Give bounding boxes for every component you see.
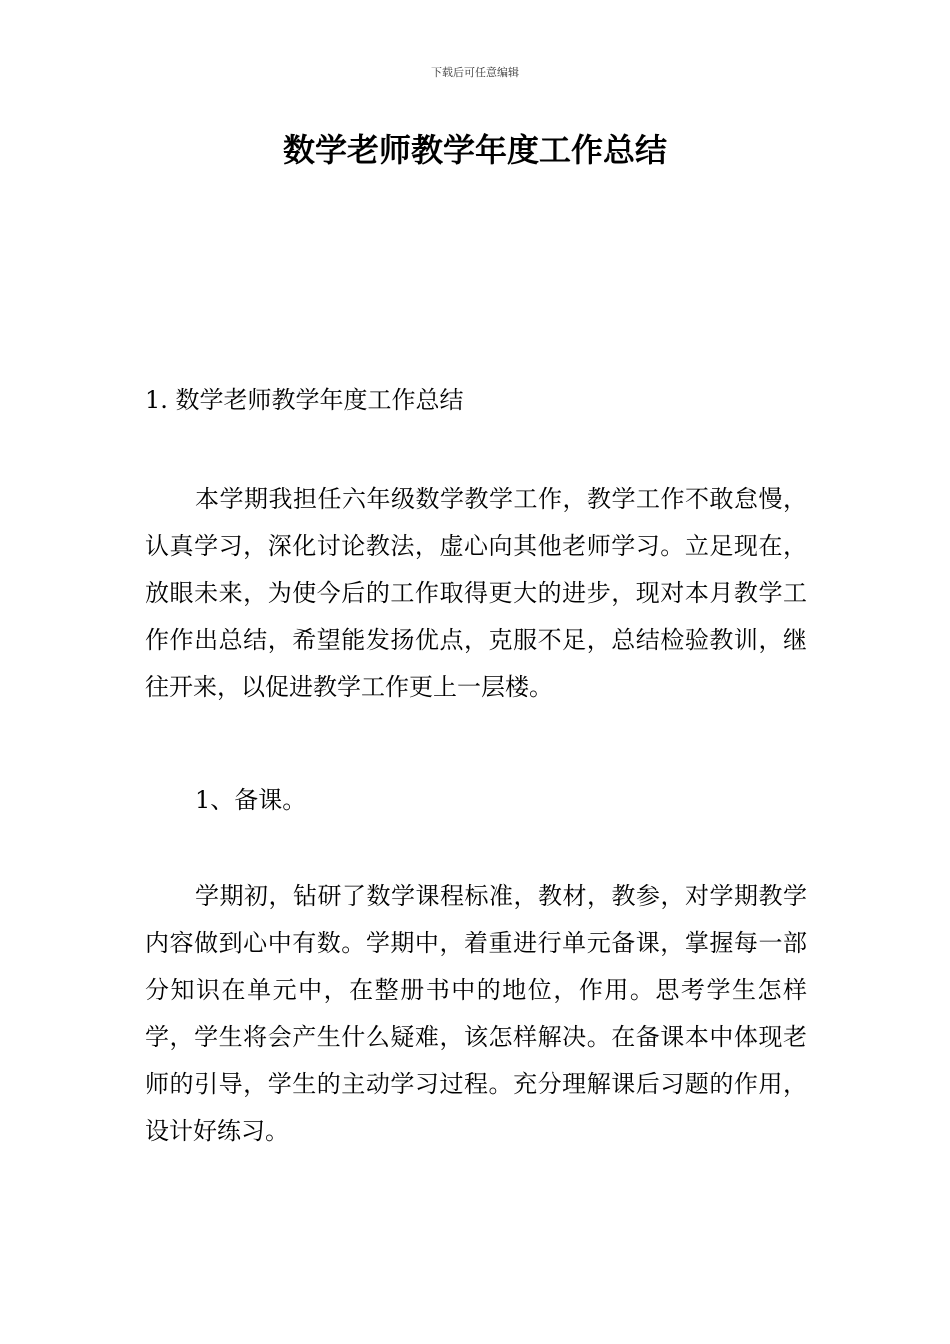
paragraph-lesson-prep: 学期初，钻研了数学课程标准，教材，教参，对学期教学内容做到心中有数。学期中，着重进行单元备课，掌握每一部分知识在单元中，在整册书中的地位，作用。思考学生怎样学，学生将会产生什么疑难，该怎样解决。在备课本中体现老师的引导，学生的主动学习过程。充分理解课后习题的作用，设计好练习。 <box>145 882 807 1145</box>
paragraph-intro: 本学期我担任六年级数学教学工作，教学工作不敢怠慢，认真学习，深化讨论教法，虚心向其他老师学习。立足现在，放眼未来，为使今后的工作取得更大的进步，现对本月教学工作作出总结，希望能发扬优点，克服不足，总结检验教训，继往开来，以促进教学工作更上一层楼。 <box>145 485 807 701</box>
section-heading: 1. 数学老师教学年度工作总结 <box>145 386 464 414</box>
item-heading-lesson-prep: 1、备课。 <box>195 786 307 814</box>
header-note: 下载后可任意编辑 <box>431 66 519 79</box>
document-title: 数学老师教学年度工作总结 <box>282 131 667 169</box>
